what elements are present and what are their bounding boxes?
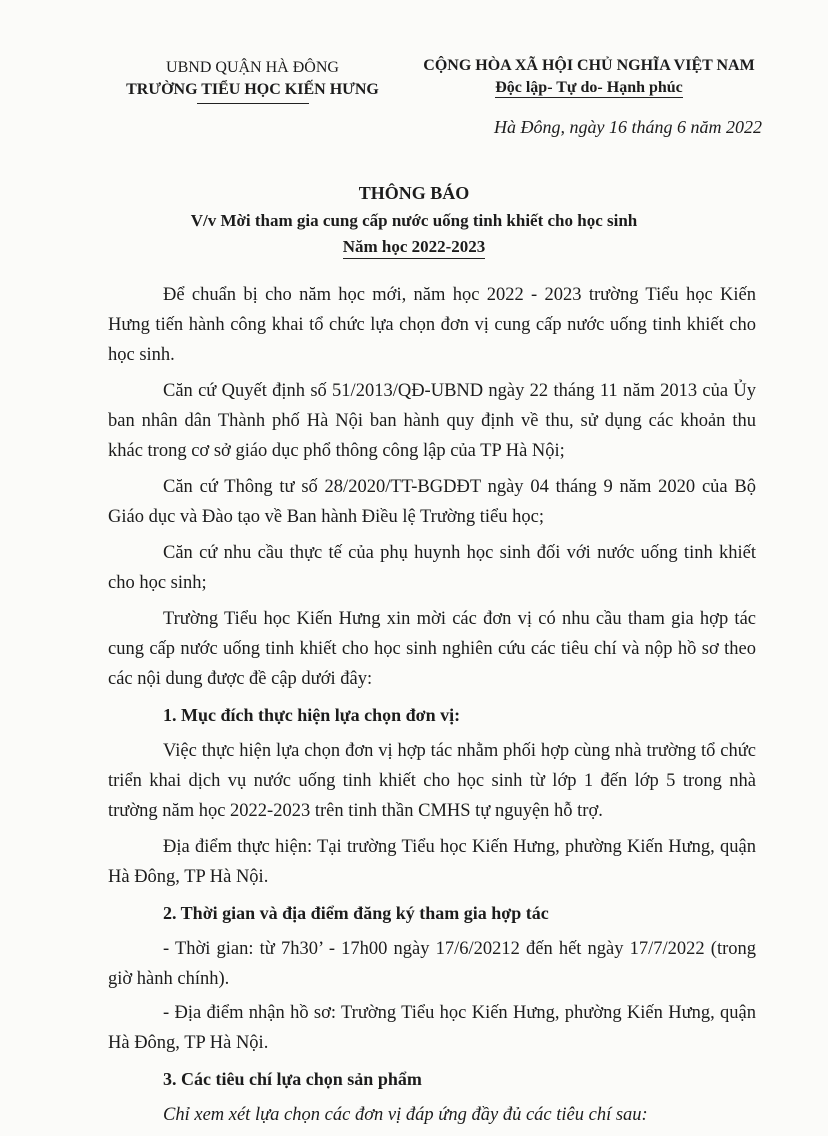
school-year: Năm học 2022-2023	[343, 236, 486, 259]
document-date: Hà Đông, ngày 16 tháng 6 năm 2022	[494, 117, 762, 137]
issuer-block	[115, 57, 390, 104]
issuer-authority: UBND QUẬN HÀ ĐÔNG	[166, 59, 339, 76]
document-subject: V/v Mời tham gia cung cấp nước uống tinh khiết cho học sinh	[190, 211, 638, 230]
paragraph-legal-basis-3: Căn cứ nhu cầu thực tế của phụ huynh học sinh đối với nước uống tinh khiết cho học sinh;	[108, 543, 756, 593]
paragraph-invitation: Trường Tiểu học Kiến Hưng xin mời các đơn vị có nhu cầu tham gia hợp tác cung cấp nước uống tinh khiết cho học sinh nghiên cứu các tiêu chí và nộp hồ sơ theo các nội dung được đề cập dưới đây:	[108, 609, 756, 689]
issuer-underline	[197, 103, 309, 104]
national-motto: Độc lập- Tự do- Hạnh phúc	[495, 79, 683, 96]
document-title: THÔNG BÁO	[358, 183, 470, 203]
issuer-school: TRƯỜNG TIỂU HỌC KIẾN HƯNG	[126, 81, 379, 98]
title-block	[60, 180, 768, 261]
paragraph-intro: Để chuẩn bị cho năm học mới, năm học 2022 - 2023 trường Tiểu học Kiến Hưng tiến hành công khai tổ chức lựa chọn đơn vị cung cấp nước uống tinh khiết cho học sinh.	[108, 285, 756, 365]
paragraph-legal-basis-1: Căn cứ Quyết định số 51/2013/QĐ-UBND ngày 22 tháng 11 năm 2013 của Ủy ban nhân dân Thành phố Hà Nội ban hành quy định về thu, sử dụng các khoản thu khác trong cơ sở giáo dục phổ thông công lập của TP Hà Nội;	[108, 381, 756, 461]
national-motto-block	[405, 55, 773, 99]
paragraph-time: - Thời gian: từ 7h30’ - 17h00 ngày 17/6/20212 đến hết ngày 17/7/2022 (trong giờ hành chính).	[108, 939, 756, 989]
country-name: CỘNG HÒA XÃ HỘI CHỦ NGHĨA VIỆT NAM	[423, 57, 755, 74]
paragraph-criteria-intro: Chỉ xem xét lựa chọn các đơn vị đáp ứng đầy đủ các tiêu chí sau:	[163, 1105, 648, 1125]
document-body	[108, 280, 756, 1136]
section-heading-purpose: 1. Mục đích thực hiện lựa chọn đơn vị:	[163, 705, 461, 725]
paragraph-legal-basis-2: Căn cứ Thông tư số 28/2020/TT-BGDĐT ngày 04 tháng 9 năm 2020 của Bộ Giáo dục và Đào tạo về Ban hành Điều lệ Trường tiểu học;	[108, 477, 756, 527]
section-heading-time-place: 2. Thời gian và địa điểm đăng ký tham gia hợp tác	[163, 903, 549, 923]
paragraph-location: Địa điểm thực hiện: Tại trường Tiểu học Kiến Hưng, phường Kiến Hưng, quận Hà Đông, TP Hà Nội.	[108, 837, 756, 887]
paragraph-purpose: Việc thực hiện lựa chọn đơn vị hợp tác nhằm phối hợp cùng nhà trường tổ chức triển khai dịch vụ nước uống tinh khiết cho học sinh từ lớp 1 đến lớp 5 trong nhà trường năm học 2022-2023 trên tinh thần CMHS tự nguyện hỗ trợ.	[108, 741, 756, 821]
paragraph-submission-place: - Địa điểm nhận hồ sơ: Trường Tiểu học Kiến Hưng, phường Kiến Hưng, quận Hà Đông, TP Hà Nội.	[108, 1003, 756, 1053]
section-heading-criteria: 3. Các tiêu chí lựa chọn sản phẩm	[163, 1069, 422, 1089]
